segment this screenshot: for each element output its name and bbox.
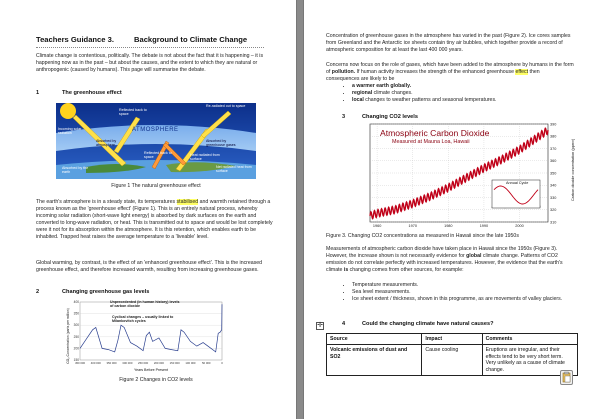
diagram-label: Heat radiated from surface — [190, 153, 220, 161]
diagram-label: Reflected back to space — [119, 108, 147, 116]
measurements-paragraph — [326, 246, 576, 274]
diagram-label: ATMOSPHERE — [132, 127, 179, 133]
table-cell: Volcanic emissions of dust and SO2 — [327, 345, 422, 376]
list-item: • a warmer earth globally. — [352, 83, 572, 90]
text-run: changing comes from other sources, for example: — [348, 267, 464, 273]
section-number: 3 — [342, 114, 346, 120]
list-item: • Sea level measurements. — [352, 289, 574, 296]
list-item: • Ice sheet extent / thickness, shown in this programme, as are movements of valley glaciers. — [352, 296, 574, 303]
header-left: Teachers Guidance 3. — [36, 35, 114, 44]
x-tick-label: 1990 — [479, 224, 489, 228]
figure-caption: Figure 1 The natural greenhouse effect — [111, 183, 201, 189]
y-tick-label: 380 — [550, 134, 557, 139]
natural-causes-table — [326, 333, 578, 376]
clipboard-icon — [561, 371, 572, 384]
consequences-list — [342, 83, 572, 104]
column-header: Source — [327, 334, 422, 345]
pollution-paragraph — [326, 62, 574, 83]
section-title: Changing CO2 levels — [362, 114, 418, 120]
table-move-handle[interactable]: ✛ — [317, 322, 323, 329]
highlighted-word: effect — [515, 69, 529, 75]
y-tick-label: 360 — [550, 159, 557, 164]
figure-caption: Figure 3. Changing CO2 concentrations as measured in Hawaii since the late 1950s — [326, 233, 519, 239]
text-run: Concerns now focus on the role of gases, which have been added to the atmosphere by humans in the form of — [326, 62, 574, 75]
x-tick-label: 400 000 — [90, 361, 101, 365]
section-number: 4 — [342, 321, 346, 327]
chart-subtitle: Measured at Mauna Loa, Hawaii — [392, 139, 470, 145]
text-run: The earth's atmosphere is in a steady state, its temperatures — [36, 199, 177, 205]
y-tick-label: 350 — [550, 171, 557, 176]
page-right — [304, 0, 600, 419]
column-header: Impact — [422, 334, 482, 345]
x-tick-label: 150 000 — [169, 361, 180, 365]
greenhouse-diagram — [56, 103, 256, 179]
x-tick-label: 200 000 — [153, 361, 164, 365]
table-cell: Cause cooling — [422, 345, 482, 376]
y-tick-label: 370 — [550, 146, 557, 151]
global-warming-paragraph: Global warming, by contrast, is the effect of an 'enhanced greenhouse effect'. This is the increased greenhouse effect, and therefore increased warmth, resulting from increasing greenhouse gases. — [36, 260, 263, 273]
column-header: Comments — [482, 334, 577, 345]
diagram-label: Absorbed by greenhouse gases — [206, 139, 236, 147]
y-tick-label: 300 — [73, 323, 79, 328]
section-title: Changing greenhouse gas levels — [62, 289, 150, 295]
greenhouse-paragraph — [36, 199, 274, 241]
section-title: Could the changing climate have natural causes? — [362, 321, 494, 327]
chart-annotation: Unprecedented (in human history) levels of carbon dioxide — [110, 300, 180, 308]
x-tick-label: 1970 — [408, 224, 417, 228]
diagram-label: Absorbed by atmosphere — [96, 139, 117, 147]
diagram-label: Net radiated heat from surface — [216, 165, 252, 173]
x-axis-label: Years Before Present — [134, 368, 169, 372]
text-run: then consequences are likely to be — [326, 69, 540, 82]
page-gap — [296, 0, 304, 419]
bold-word: global — [466, 253, 482, 259]
section-number: 1 — [36, 90, 40, 96]
x-tick-label: 2000 — [515, 224, 524, 228]
y-tick-label: 400 — [73, 300, 79, 304]
intro-paragraph: Climate change is contentious, politically. The debate is not about the fact that it is happening – it is happening now as in the past – but about the causes, and the extent to which they are natural or anthropogenic (caused by humans). This page will summarise the debate. — [36, 53, 264, 73]
inset-title: Annual Cycle — [506, 181, 529, 185]
x-tick-label: 100 000 — [185, 361, 196, 365]
diagram-label: Incoming solar radiation — [58, 127, 82, 135]
y-axis-label: Carbon dioxide concentration (ppmv) — [571, 138, 576, 202]
x-tick-label: 350 000 — [106, 361, 117, 365]
highlighted-word: stabilised — [176, 199, 199, 205]
mauna-loa-chart — [366, 122, 578, 232]
diagram-label: Reflected back to space — [144, 151, 172, 159]
chart-title: Atmospheric Carbon Dioxide — [380, 128, 490, 138]
ice-core-paragraph: Concentration of greenhouse gases in the atmosphere has varied in the past (Figure 2). Ice cores samples from Greenland and the Antarctic ice sheets contain tiny air bubbles, which together provide a record of atmospheric composition for at least the last 400 000 years. — [326, 33, 571, 53]
header-title: Background to Climate Change — [134, 35, 248, 44]
header-divider — [36, 47, 264, 48]
y-tick-label: 320 — [550, 208, 557, 213]
table-row — [327, 345, 578, 376]
list-item: • Temperature measurements. — [352, 282, 574, 289]
y-tick-label: 150 — [73, 358, 79, 362]
y-tick-label: 350 — [73, 311, 79, 316]
page-left — [0, 0, 296, 419]
x-tick-label: 1980 — [444, 224, 453, 228]
section-number: 2 — [36, 289, 40, 295]
chart-annotation: Cyclical changes – usually linked to Milankovitch cycles — [112, 315, 174, 323]
bold-word: pollution. — [331, 69, 356, 75]
text-run: Measurements of atmospheric carbon dioxide have taken place in Hawaii since the 1950s (Figure 3). However, the increase shown is not necessarily evidence for — [326, 246, 558, 259]
diagram-label: Re-radiated out to space — [206, 104, 246, 108]
x-tick-label: 0 — [221, 361, 223, 365]
co2-history-series — [80, 304, 222, 352]
diagram-label: Absorbed by the earth — [62, 166, 89, 174]
x-tick-label: 1960 — [372, 224, 382, 228]
section-title: The greenhouse effect — [62, 90, 122, 96]
y-tick-label: 250 — [73, 334, 79, 339]
co2-history-chart — [66, 298, 226, 374]
y-axis-label: CO₂ Concentration (parts per million) — [65, 308, 70, 364]
plot-area — [80, 302, 222, 360]
text-run: climate change. Patterns of CO2 emission do not correlate perfectly with increased temperatures. However, the evidence that the earth's climate — [326, 253, 563, 273]
list-item: • local changes to weather patterns and seasonal temperatures. — [352, 97, 572, 104]
figure-caption: Figure 2 Changes in CO2 levels — [119, 377, 193, 383]
list-item: • regional climate changes. — [352, 90, 572, 97]
y-tick-label: 390 — [550, 122, 557, 127]
y-tick-label: 340 — [550, 183, 557, 188]
x-tick-label: 50 000 — [201, 361, 211, 365]
x-tick-label: 450 000 — [74, 361, 86, 365]
paste-options-button[interactable] — [560, 370, 573, 385]
bold-word: is — [343, 267, 349, 273]
text-run: and warmth retained through a process known as the 'greenhouse effect' (Figure 1). This is an entirely natural process, whereby incoming solar radiation (short-wave light energy) is absorbed by dark surfaces on the earth and converted to long-wave radiation, or heat. This is transmitted out to space and would be lost completely were it not for its absorption within the atmosphere. It is this retention, which enables earth to be inhabited. Trapped heat raises the average temperature to a 'liveable' level. — [36, 199, 273, 240]
text-run: If human activity increases the strength of the enhanced greenhouse — [355, 69, 516, 75]
evidence-list — [342, 282, 574, 303]
x-tick-label: 300 000 — [122, 361, 133, 365]
y-tick-label: 330 — [550, 195, 557, 200]
table-cell: Eruptions are irregular, and their effects tend to be very short term. Very unlikely as a cause of climate change. — [482, 345, 577, 376]
x-tick-label: 250 000 — [138, 361, 149, 365]
y-tick-label: 200 — [73, 346, 79, 351]
y-tick-label: 310 — [550, 220, 557, 225]
